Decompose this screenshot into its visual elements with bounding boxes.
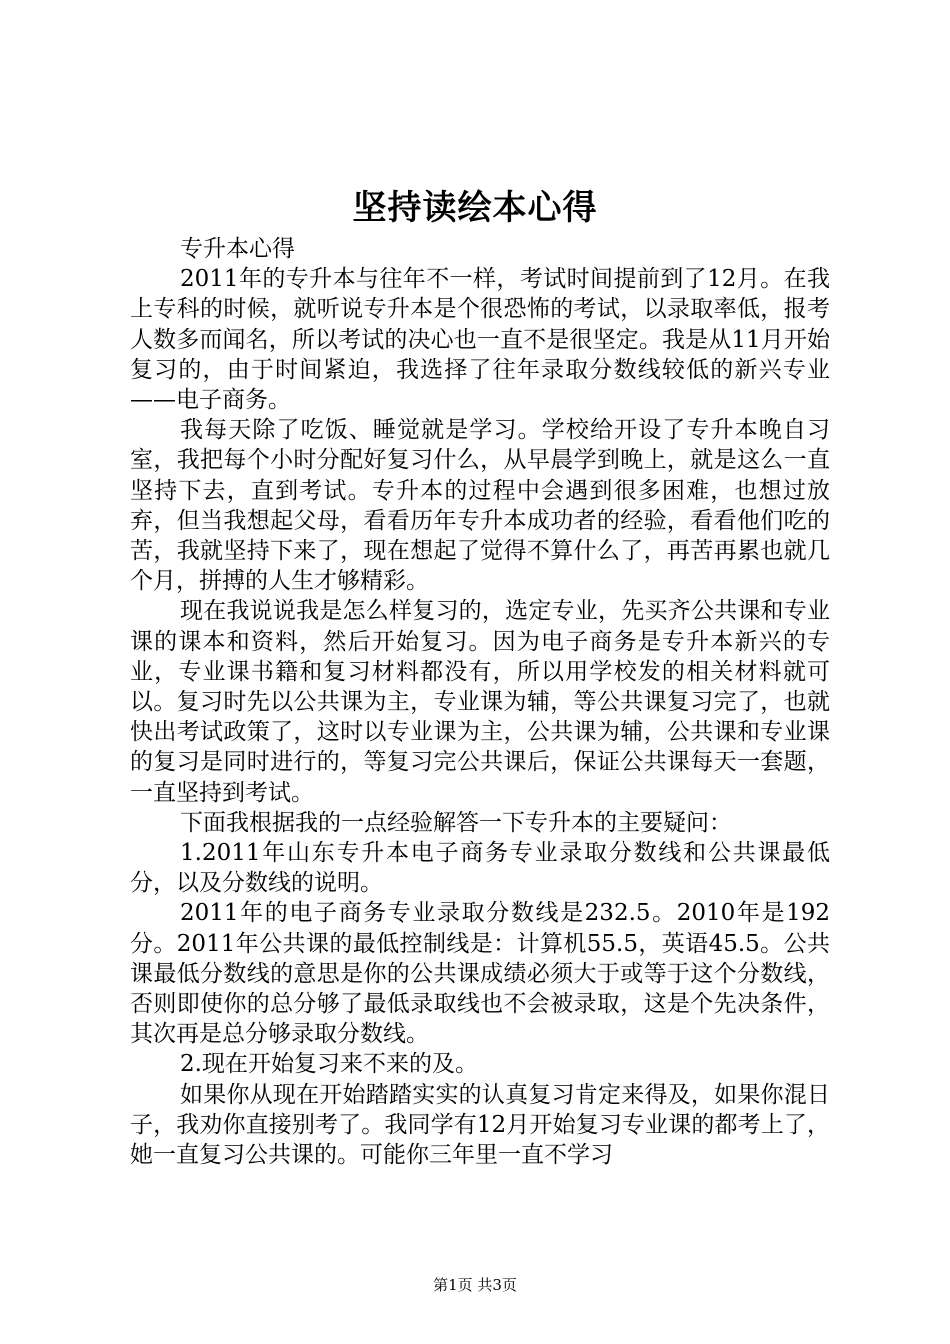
paragraph: 我每天除了吃饭、睡觉就是学习。学校给开设了专升本晚自习室，我把每个小时分配好复习什么，从早晨学到晚上，就是这么一直坚持下去，直到考试。专升本的过程中会遇到很多困难，也想过放弃，但当我想起父母，看看历年专升本成功者的经验，看看他们吃的苦，我就坚持下来了，现在想起了觉得不算什么了，再苦再累也就几个月，拼搏的人生才够精彩。 <box>130 417 830 595</box>
paragraph: 现在我说说我是怎么样复习的，选定专业，先买齐公共课和专业课的课本和资料，然后开始复习。因为电子商务是专升本新兴的专业，专业课书籍和复习材料都没有，所以用学校发的相关材料就可以。复习时先以公共课为主，专业课为辅，等公共课复习完了，也就快出考试政策了，这时以专业课为主，公共课为辅，公共课和专业课的复习是同时进行的，等复习完公共课后，保证公共课每天一套题，一直坚持到考试。 <box>130 598 830 806</box>
paragraph: 专升本心得 <box>180 236 295 262</box>
page-number-label: 第1页 共3页 <box>433 1276 517 1294</box>
paragraph: 下面我根据我的一点经验解答一下专升本的主要疑问： <box>180 809 732 836</box>
paragraph: 2.现在开始复习来不来的及。 <box>180 1051 478 1078</box>
page-footer <box>0 1275 950 1295</box>
paragraph: 2011年的电子商务专业录取分数线是232.5。2010年是192分。2011年公共课的最低控制线是：计算机55.5，英语45.5。公共课最低分数线的意思是你的公共课成绩必须大于或等于这个分数线，否则即使你的总分够了最低录取线也不会被录取，这是个先决条件，其次再是总分够录取分数线。 <box>130 900 830 1048</box>
paragraph: 2011年的专升本与往年不一样，考试时间提前到了12月。在我上专科的时候，就听说专升本是个很恐怖的考试，以录取率低，报考人数多而闻名，所以考试的决心也一直不是很坚定。我是从11月开始复习的，由于时间紧迫，我选择了往年录取分数线较低的新兴专业——电子商务。 <box>130 266 830 414</box>
paragraph: 1.2011年山东专升本电子商务专业录取分数线和公共课最低分，以及分数线的说明。 <box>130 840 830 897</box>
document-body <box>130 234 830 1170</box>
document-title: 坚持读绘本心得 <box>352 188 598 228</box>
paragraph: 如果你从现在开始踏踏实实的认真复习肯定来得及，如果你混日子，我劝你直接别考了。我同学有12月开始复习专业课的都考上了，她一直复习公共课的。可能你三年里一直不学习 <box>130 1081 830 1169</box>
